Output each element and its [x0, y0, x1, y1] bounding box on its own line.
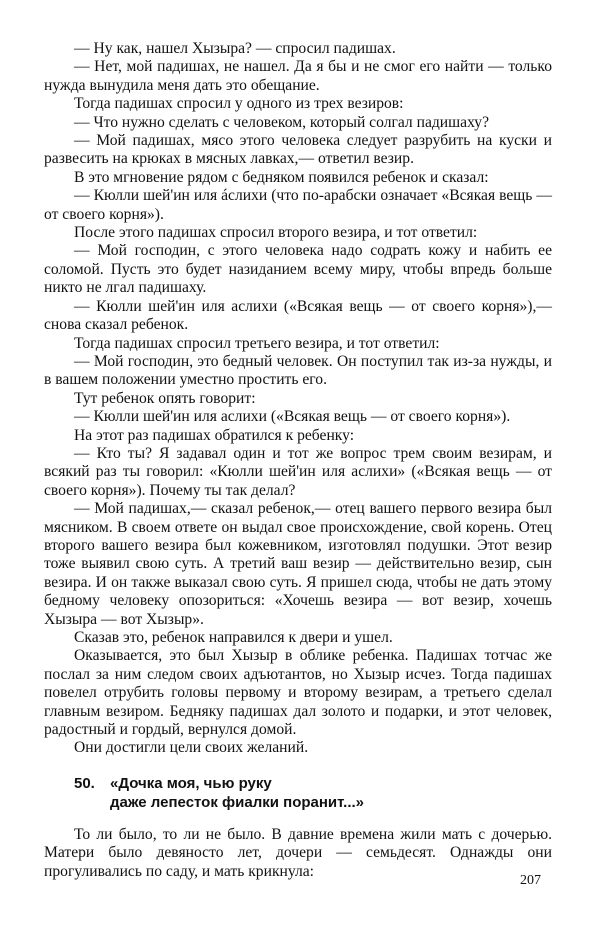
paragraph: Тогда падишах спросил третьего везира, и тот ответил:: [74, 334, 440, 352]
paragraph: — Нет, мой падишах, не нашел. Да я бы и не смог его найти — только нужда вынудила меня дать это обещание.: [44, 58, 552, 94]
page-number: 207: [520, 873, 541, 888]
story-title-line-2: даже лепесток фиалки поранит...»: [110, 793, 365, 811]
paragraph: Тут ребенок опять говорит:: [74, 389, 256, 407]
paragraph: — Кюлли шей'ин иля áслихи (что по-арабски означает «Всякая вещь — от своего корня»).: [44, 187, 552, 223]
paragraph: В это мгновение рядом с бедняком появился ребенок и сказал:: [74, 168, 489, 186]
paragraph: Тогда падишах спросил у одного из трех везиров:: [74, 95, 404, 113]
story-heading: [74, 774, 552, 812]
paragraph: — Ну как, нашел Хызыра? — спросил падишах.: [74, 40, 396, 57]
paragraph: — Кюлли шей'ин иля аслихи («Всякая вещь — от своего корня»),— снова сказал ребенок.: [44, 297, 552, 334]
paragraph: После этого падишах спросил второго везира, и тот ответил:: [74, 224, 478, 242]
paragraph: — Кто ты? Я задавал один и тот же вопрос трем своим везирам, и всякий раз ты говорил: «Кюлли шей'ин иля аслихи» («Всякая вещь — от своего корня»). Почему ты так делал?: [44, 444, 552, 499]
paragraph: — Кюлли шей'ин иля аслихи («Всякая вещь — от своего корня»).: [74, 408, 511, 426]
story-number: 50.: [74, 774, 95, 792]
paragraph: Они достигли цели своих желаний.: [74, 739, 309, 757]
paragraph: — Мой господин, это бедный человек. Он поступил так из-за нужды, и в вашем положении уместно простить его.: [44, 352, 552, 389]
paragraph: То ли было, то ли не было. В давние времена жили мать с дочерью. Матери было девяносто лет, дочери — семьдесят. Однажды они прогуливались по саду, и мать крикнула:: [44, 825, 552, 880]
story-beginning: [44, 826, 552, 881]
paragraph: Оказывается, это был Хызыр в облике ребенка. Падишах тотчас же послал за ним следом своих адъютантов, но Хызыр исчез. Тогда падишах повелел отрубить головы первому и второму везирам, а третьего сделал главным везиром. Бедняку падишах дал золото и подарки, и этот человек, радостный и гордый, вернулся домой.: [44, 647, 552, 739]
paragraph: На этот раз падишах обратился к ребенку:: [74, 426, 355, 444]
paragraph: Сказав это, ребенок направился к двери и ушел.: [74, 629, 393, 646]
book-page: [44, 40, 552, 881]
paragraph: — Мой падишах,— сказал ребенок,— отец вашего первого везира был мясником. В своем ответе он выдал свое происхождение, свой корень. Отец второго вашего везира был кожевником, изготовлял подушки. Этот везир тоже выявил свою суть. А третий ваш везир — действительно везир, сын везира. И он также выказал свою суть. Я пришел сюда, чтобы не дать этому бедному человеку опозориться: «Хочешь везира — вот везир, хочешь Хызыра — вот Хызыр».: [44, 500, 552, 628]
paragraph: — Мой падишах, мясо этого человека следует разрубить на куски и развесить на крюках в мясных лавках,— ответил везир.: [44, 132, 552, 168]
story-ending: [44, 40, 552, 758]
paragraph: — Что нужно сделать с человеком, который солгал падишаху?: [74, 113, 490, 131]
story-title-line-1: «Дочка моя, чью руку: [110, 774, 272, 792]
paragraph: — Мой господин, с этого человека надо содрать кожу и набить ее соломой. Пусть это будет назиданием всему миру, чтобы впредь больше никто не лгал падишаху.: [44, 242, 552, 297]
